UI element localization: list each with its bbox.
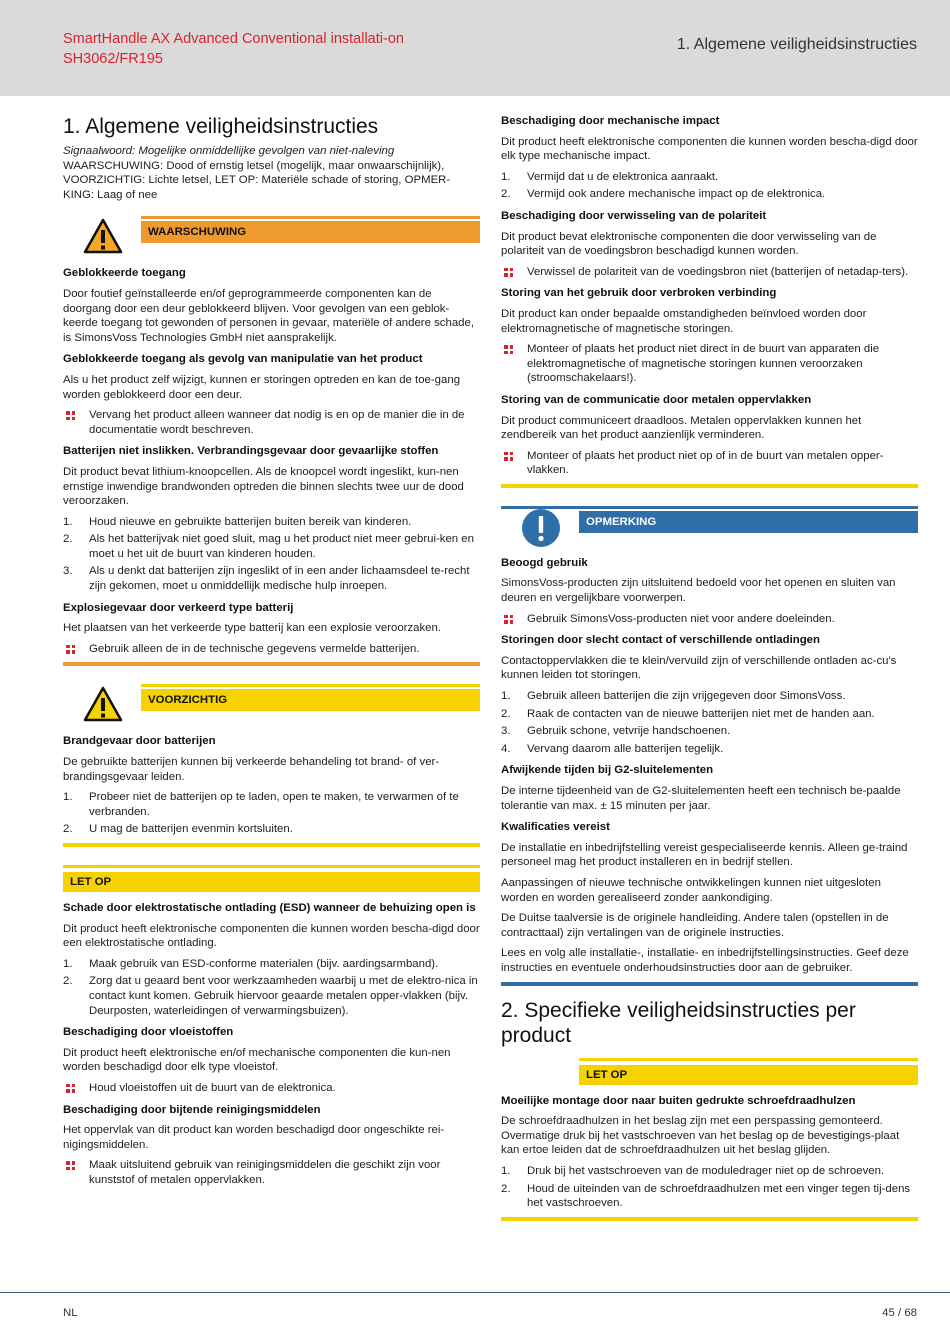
bullet-icon <box>504 452 513 461</box>
list-item: 1. Houd nieuwe en gebruikte batterijen buiten bereik van kinderen. <box>63 515 412 528</box>
document-title: SmartHandle AX Advanced Conventional installati-on SH3062/FR195 <box>63 31 404 67</box>
notice-end-line-2 <box>501 1217 918 1221</box>
bullet-list <box>501 449 918 478</box>
paragraph: Dit product heeft elektronische componenten die kunnen worden bescha-digd door een elektrostatische ontlading. <box>63 922 480 950</box>
list-item: 2. Zorg dat u geaard bent voor werkzaamheden waarbij u met de elektro-nica in contact kunt komen. Gebruik hiervoor geaarde metalen opper-vlakken (bijv. Deurposten, waterleidingen of verwarmingsbuizen). <box>63 975 478 1017</box>
subheading: Geblokkeerde toegang als gevolg van manipulatie van het product <box>63 353 423 366</box>
subheading: Moeilijke montage door naar buiten gedrukte schroefdraadhulzen <box>501 1094 856 1107</box>
paragraph: De gebruikte batterijen kunnen bij verkeerde behandeling tot brand- of ver-brandingsgevaar leiden. <box>63 756 440 783</box>
list-item: Houd vloeistoffen uit de buurt van de elektronica. <box>63 1081 480 1096</box>
subheading: Beoogd gebruik <box>501 556 588 569</box>
numbered-list <box>501 170 918 202</box>
subheading: Schade door elektrostatische ontlading (ESD) wanneer de behuizing open is <box>63 902 476 914</box>
note-end-line <box>501 982 918 986</box>
paragraph: De interne tijdeenheid van de G2-sluitelementen heeft een technisch be-paalde tolerantie van max. ± 15 minuten per jaar. <box>501 785 901 812</box>
list-item: 1. Gebruik alleen batterijen die zijn vrijgegeven door SimonsVoss. <box>501 690 846 703</box>
footer-divider <box>0 1292 950 1293</box>
paragraph: Aanpassingen of nieuwe technische ontwikkelingen kunnen niet uitgesloten worden en worden gerealiseerd zonder aankondiging. <box>501 876 881 904</box>
numbered-list <box>63 515 480 594</box>
subheading: Storing van de communicatie door metalen oppervlakken <box>501 393 812 406</box>
subheading: Beschadiging door vloeistoffen <box>63 1026 234 1039</box>
paragraph: Het plaatsen van het verkeerde type batterij kan een explosie veroorzaken. <box>63 622 442 635</box>
subheading: Geblokkeerde toegang <box>63 267 186 280</box>
bullet-list <box>63 1081 480 1096</box>
paragraph: Dit product kan onder bepaalde omstandigheden beïnvloed worden door elektromagnetische of magnetische storingen. <box>501 307 867 335</box>
bullet-icon <box>66 411 75 420</box>
paragraph: Dit product bevat lithium-knoopcellen. Als de knoopcel wordt ingeslikt, kun-nen ernstige inwendige brandwonden optreden die binnen slechts twee uur de dood veroorzaken. <box>63 465 464 508</box>
bullet-icon <box>66 645 75 654</box>
section-heading: 1. Algemene veiligheidsinstructies <box>63 115 379 138</box>
list-item: Gebruik SimonsVoss-producten niet voor andere doeleinden. <box>501 612 918 627</box>
paragraph: Lees en volg alle installatie-, installatie- en inbedrijfstellingsinstructies. Geef deze instructies en eventuele onderhoudsinstructies door aan de gebruiker. <box>501 947 909 974</box>
note-callout <box>501 506 918 546</box>
caution-triangle-icon <box>83 686 123 727</box>
bullet-list <box>63 642 480 657</box>
bullet-list <box>501 612 918 627</box>
bullet-icon <box>504 268 513 277</box>
notice-callout-2 <box>501 1058 918 1092</box>
list-item: 3. Als u denkt dat batterijen zijn ingeslikt of in een ander lichaamsdeel te-recht zijn gekomen, moet u onmiddellijk medische hulp inroepen. <box>63 565 470 593</box>
subheading: Explosiegevaar door verkeerd type batterij <box>63 601 294 614</box>
warning-label: WAARSCHUWING <box>141 221 480 243</box>
bullet-icon <box>504 615 513 624</box>
signal-words-text: WAARSCHUWING: Dood of ernstig letsel (mogelijk, maar onwaarschijnlijk), VOORZICHTIG: Lichte letsel, LET OP: Materiële schade of storing, OPMER-KING: Laag of nee <box>63 159 451 201</box>
paragraph: Dit product heeft elektronische en/of mechanische componenten die kun-nen worden beschadigd door elk type vloeistof. <box>63 1046 451 1074</box>
list-item: 2. Vermijd ook andere mechanische impact op de elektronica. <box>501 188 826 201</box>
paragraph: De schroefdraadhulzen in het beslag zijn met een perspassing gemonteerd. Overmatige druk bij het vastschroeven van het beslag op de bevestigings-plaat kan ertoe leiden dat de schroefdraadhulzen uit het beslag glijden. <box>501 1115 900 1157</box>
paragraph: Contactoppervlakken die te klein/vervuild zijn of verschillende ontladen ac-cu's kunnen leiden tot storingen. <box>501 654 897 682</box>
notice-label-2: LET OP <box>579 1065 918 1085</box>
numbered-list <box>501 1164 918 1211</box>
info-exclamation-icon <box>521 508 561 553</box>
subheading: Storingen door slecht contact of verschillende ontladingen <box>501 634 820 647</box>
caution-label: VOORZICHTIG <box>141 689 480 711</box>
paragraph: Dit product heeft elektronische componenten die kunnen worden bescha-digd door elk type mechanische impact. <box>501 135 918 163</box>
subheading: Kwalificaties vereist <box>501 821 610 834</box>
subheading: Afwijkende tijden bij G2-sluitelementen <box>501 764 714 777</box>
section-heading-2: 2. Specifieke veiligheidsinstructies per product <box>501 998 856 1047</box>
list-item: 1. Probeer niet de batterijen op te laden, open te maken, te verwarmen of te verbranden. <box>63 791 459 818</box>
paragraph: Dit product bevat elektronische componenten die door verwisseling van de polariteit van de voedingsbron beschadigd kunnen worden. <box>501 230 877 258</box>
bullet-list <box>501 342 918 386</box>
list-item: 2. Raak de contacten van de nieuwe batterijen niet met de handen aan. <box>501 707 875 720</box>
bullet-list <box>63 408 480 437</box>
caution-end-line <box>63 843 480 847</box>
paragraph: Als u het product zelf wijzigt, kunnen er storingen optreden en kan de toe-gang worden geblokkeerd door een deur. <box>63 373 461 401</box>
list-item: 1. Vermijd dat u de elektronica aanraakt. <box>501 170 719 183</box>
list-item: Monteer of plaats het product niet direct in de buurt van apparaten die elektromagnetische of magnetische storingen kunnen veroorzaken (stroomschakelaars!). <box>501 342 918 386</box>
subheading: Batterijen niet inslikken. Verbrandingsgevaar door gevaarlijke stoffen <box>63 445 439 458</box>
warning-triangle-icon <box>83 218 123 259</box>
header-section-title: 1. Algemene veiligheidsinstructies <box>676 36 917 53</box>
list-item: 1. Maak gebruik van ESD-conforme materialen (bijv. aardingsarmband). <box>63 957 439 970</box>
list-item: Vervang het product alleen wanneer dat nodig is en op de manier die in de documentatie wordt beschreven. <box>63 408 480 437</box>
list-item: 2. Houd de uiteinden van de schroefdraadhulzen met een vinger tegen tij-dens het vastschroeven. <box>501 1182 911 1210</box>
list-item: 2. U mag de batterijen evenmin kortsluiten. <box>63 823 293 836</box>
list-item: 2. Als het batterijvak niet goed sluit, mag u het product niet meer gebrui-ken en moet u het uit de buurt van kinderen houden. <box>63 533 474 560</box>
list-item: Gebruik alleen de in de technische gegevens vermelde batterijen. <box>63 642 480 657</box>
left-column <box>63 114 480 1193</box>
list-item: 1. Druk bij het vastschroeven van de moduledrager niet op de schroeven. <box>501 1164 885 1177</box>
paragraph: De installatie en inbedrijfstelling vereist gespecialiseerde kennis. Alleen ge-traind personeel mag het product installeren en in bedrijf stellen. <box>501 841 908 869</box>
bullet-icon <box>504 345 513 354</box>
page-number: 45 / 68 <box>882 1307 917 1319</box>
numbered-list <box>63 790 480 837</box>
bullet-icon <box>66 1084 75 1093</box>
subheading: Brandgevaar door batterijen <box>63 735 216 748</box>
subheading: Beschadiging door mechanische impact <box>501 115 720 127</box>
paragraph: Het oppervlak van dit product kan worden beschadigd door ongeschikte rei-nigingsmiddelen. <box>63 1124 445 1151</box>
notice-callout <box>63 865 480 899</box>
warning-callout <box>63 216 480 256</box>
subheading: Beschadiging door bijtende reinigingsmiddelen <box>63 1103 321 1116</box>
bullet-list <box>63 1158 480 1187</box>
list-item: Verwissel de polariteit van de voedingsbron niet (batterijen of netadap-ters). <box>501 265 918 280</box>
paragraph: Door foutief geïnstalleerde en/of geprogrammeerde componenten kan de doorgang door een deur geblokkeerd blijven. Voor gevolgen van een geblok-keerde toegang tot gewonden of personen in gevaar, materiële of andere schade, is SimonsVoss Technologies GmbH niet aansprakelijk. <box>63 287 474 344</box>
paragraph: Dit product communiceert draadloos. Metalen oppervlakken kunnen het zendbereik van het product aanzienlijk verminderen. <box>501 414 862 442</box>
warning-end-line <box>63 662 480 666</box>
signal-words <box>63 144 480 202</box>
page-header <box>0 0 950 96</box>
footer-language: NL <box>63 1307 78 1319</box>
numbered-list <box>501 689 918 756</box>
paragraph: De Duitse taalversie is de originele handleiding. Andere talen (opstellen in de contracttaal) zijn vertalingen van de originele instructies. <box>501 912 889 939</box>
right-column <box>501 114 918 1221</box>
numbered-list <box>63 957 480 1018</box>
caution-callout <box>63 684 480 724</box>
subheading: Storing van het gebruik door verbroken verbinding <box>501 287 777 300</box>
note-label: OPMERKING <box>579 511 918 533</box>
subheading: Beschadiging door verwisseling van de polariteit <box>501 209 767 222</box>
list-item: 4. Vervang daarom alle batterijen tegelijk. <box>501 742 724 755</box>
notice-end-line <box>501 484 918 488</box>
paragraph: SimonsVoss-producten zijn uitsluitend bedoeld voor het openen en sluiten van deuren en vergelijkbare voorwerpen. <box>501 577 896 605</box>
bullet-list <box>501 265 918 280</box>
list-item: Monteer of plaats het product niet op of in de buurt van metalen opper-vlakken. <box>501 449 918 478</box>
signal-words-italic: Signaalwoord: Mogelijke onmiddellijke gevolgen van niet-naleving <box>63 145 395 157</box>
notice-label: LET OP <box>63 872 480 892</box>
list-item: 3. Gebruik schone, vetvrije handschoenen. <box>501 725 731 738</box>
bullet-icon <box>66 1161 75 1170</box>
list-item: Maak uitsluitend gebruik van reinigingsmiddelen die geschikt zijn voor kunststof of metalen oppervlakken. <box>63 1158 480 1187</box>
